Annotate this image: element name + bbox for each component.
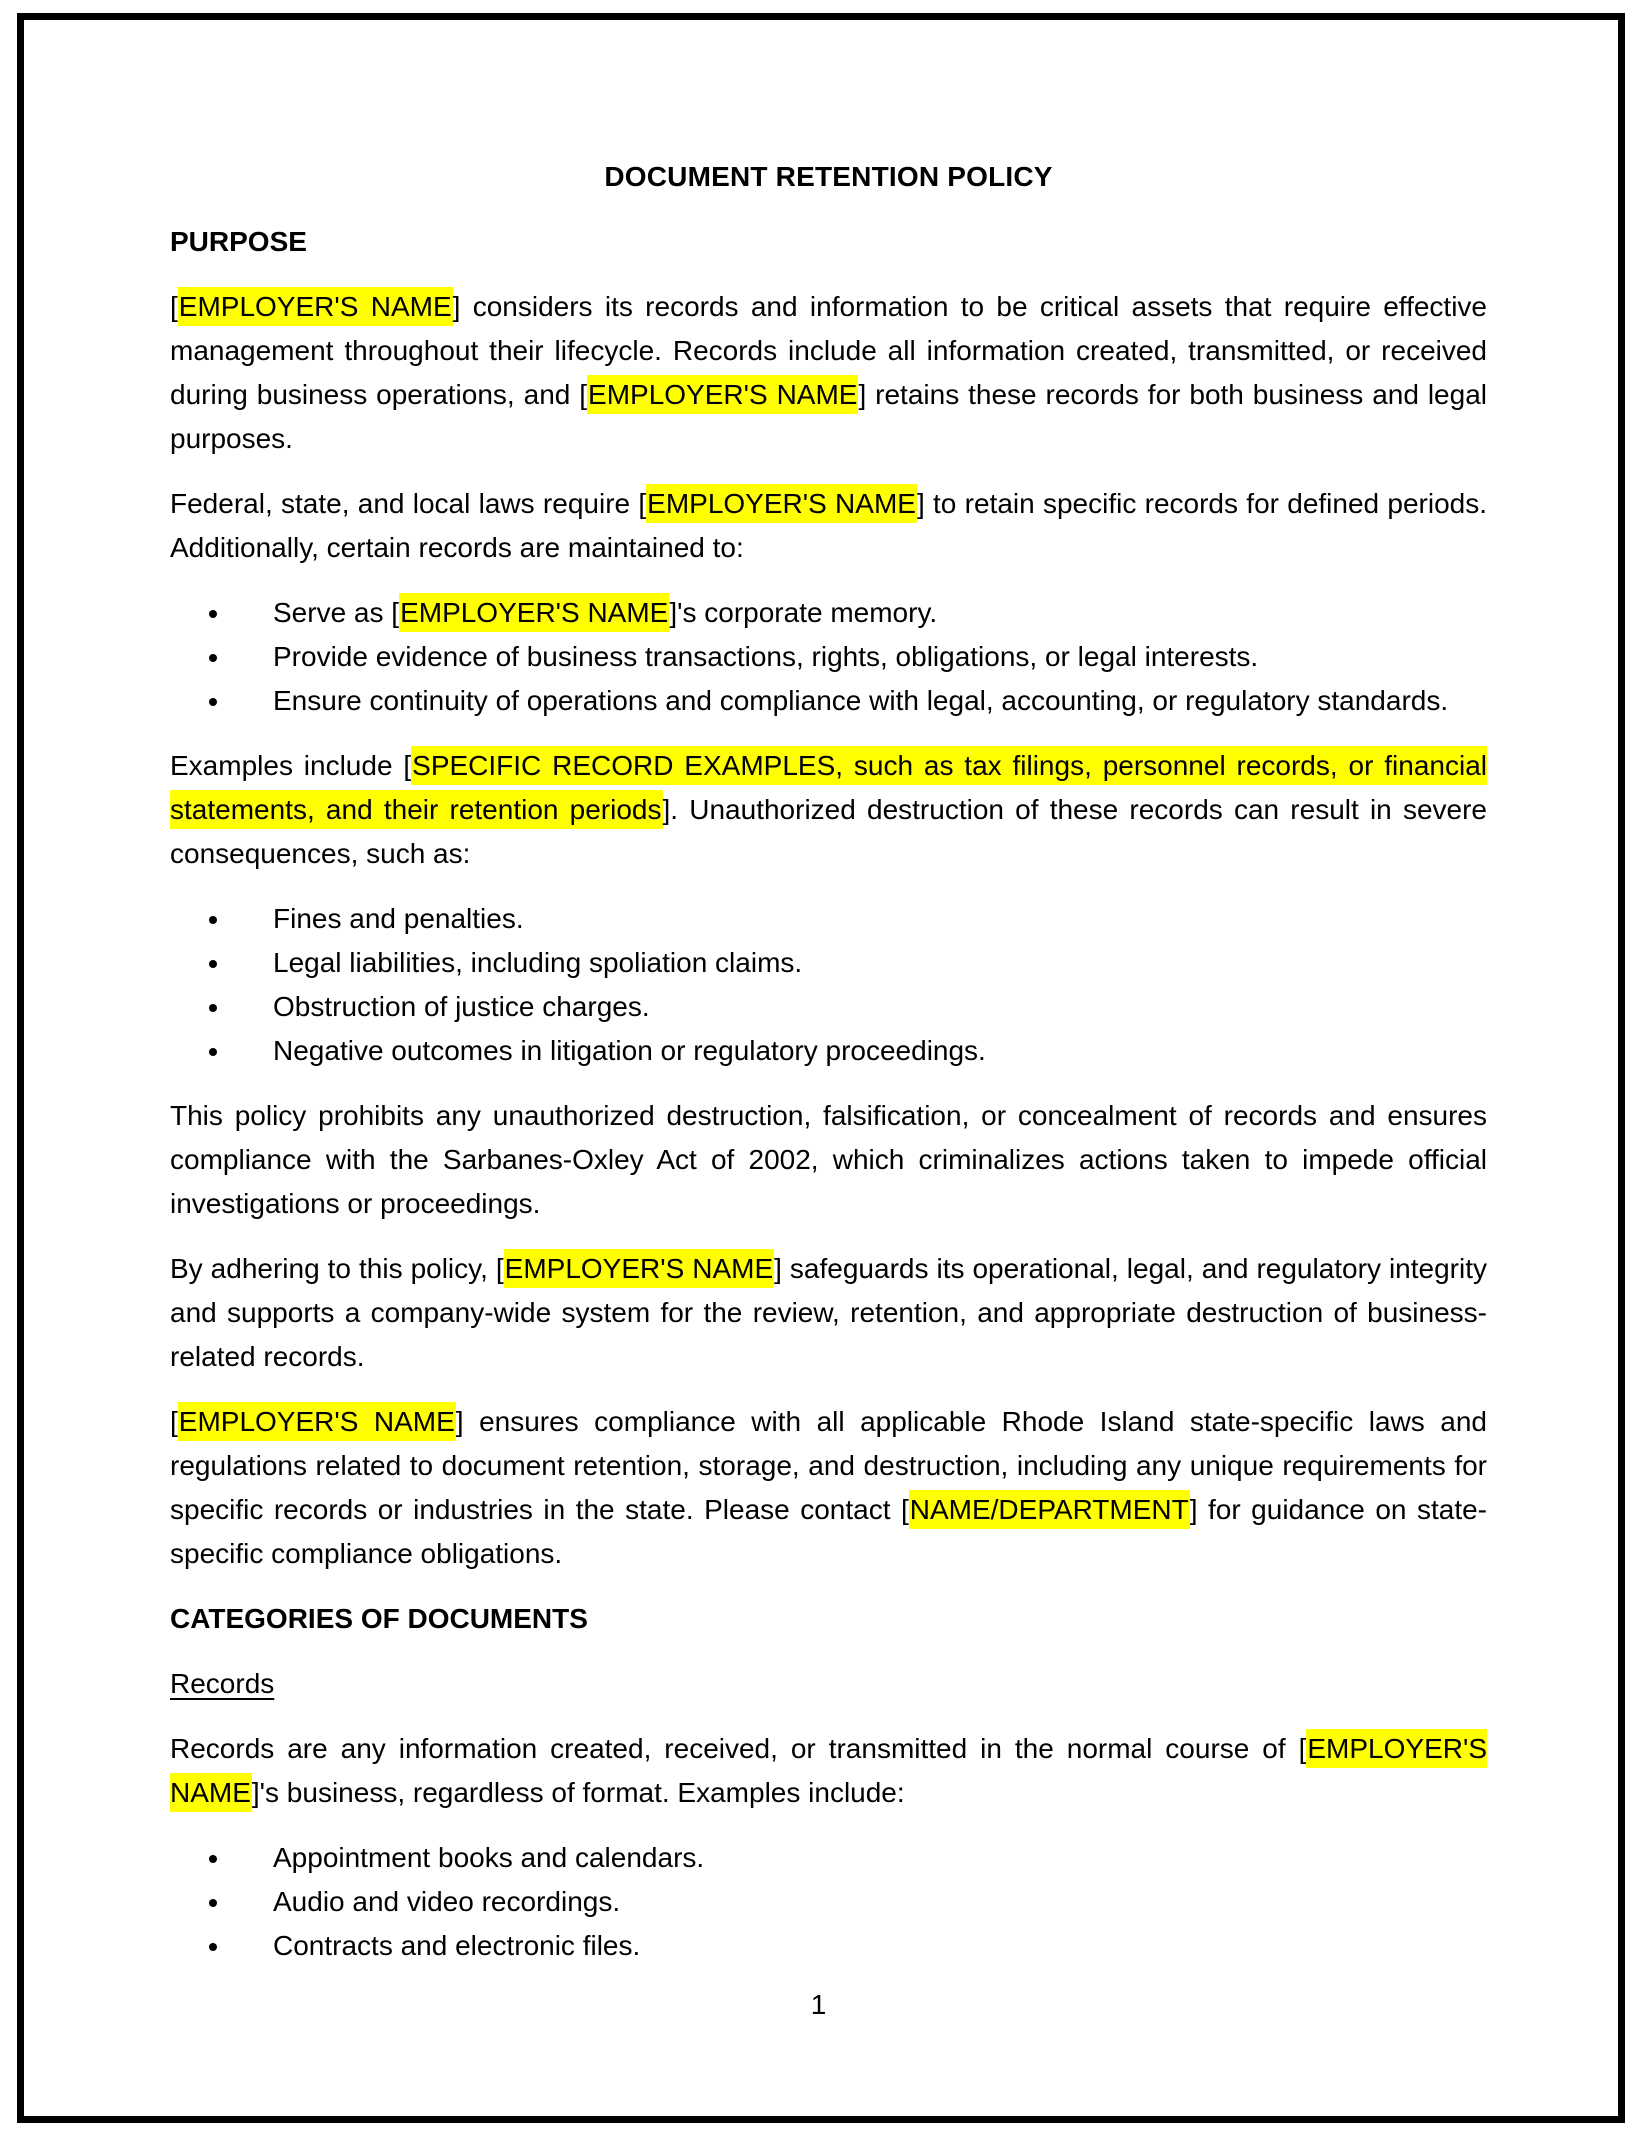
text-run: ]'s corporate memory. [669,597,938,628]
list-item [232,591,1487,635]
text-run: ] considers its records and information to be critical assets that require effective management throughout their lifecycle. Records include all information created, transmitted, or received during business operations, and [ [170,291,1488,410]
highlight-placeholder: EMPLOYER'S NAME [399,593,669,632]
section-heading: PURPOSE [170,226,307,257]
document-body [170,220,1487,1968]
highlight-placeholder: EMPLOYER'S NAME [178,1402,456,1441]
list-item [232,897,1487,941]
text-run: This policy prohibits any unauthorized destruction, falsification, or concealment of records and ensures compliance with the Sarbanes-Oxley Act of 2002, which criminalizes actions taken to impede official investigations or proceedings. [170,1100,1487,1219]
highlight-placeholder: EMPLOYER'S NAME [646,484,917,523]
text-run: [ [170,1406,178,1437]
text-run: By adhering to this policy, [ [170,1253,504,1284]
list-item [232,1029,1487,1073]
text-run: Fines and penalties. [273,903,524,934]
paragraph [170,744,1487,876]
highlight-placeholder: EMPLOYER'S NAME [170,1729,1487,1812]
paragraph [170,1400,1487,1576]
text-run: ] safeguards its operational, legal, and regulatory integrity and supports a company-wide system for the review, retention, and appropriate destruction of business-related records. [170,1253,1487,1372]
bullet-list [170,1836,1487,1968]
text-run: Contracts and electronic files. [273,1930,641,1961]
text-run: Obstruction of justice charges. [273,991,650,1022]
highlight-placeholder: EMPLOYER'S NAME [178,287,453,326]
highlight-placeholder: EMPLOYER'S NAME [587,375,858,414]
text-run: Federal, state, and local laws require [ [170,488,647,519]
bullet-list [170,591,1487,723]
doc-title: DOCUMENT RETENTION POLICY [604,161,1053,192]
section-heading: CATEGORIES OF DOCUMENTS [170,1603,588,1634]
text-run: Serve as [ [273,597,400,628]
text-run: ]. Unauthorized destruction of these records can result in severe consequences, such as: [170,794,1487,869]
highlight-placeholder: NAME/DEPARTMENT [909,1490,1190,1529]
list-item [232,1836,1487,1880]
text-run: Appointment books and calendars. [273,1842,705,1873]
text-run: Ensure continuity of operations and compliance with legal, accounting, or regulatory standards. [273,685,1449,716]
bullet-list [170,897,1487,1073]
list-item [232,635,1487,679]
text-run: Negative outcomes in litigation or regulatory proceedings. [273,1035,986,1066]
list-item [232,985,1487,1029]
document-page [170,155,1487,1989]
paragraph [170,285,1487,461]
text-run: [ [170,291,178,322]
text-run: Audio and video recordings. [273,1886,621,1917]
text-run: ] retains these records for both business and legal purposes. [170,379,1487,454]
paragraph [170,1094,1487,1226]
list-item [232,679,1487,723]
page-number: 1 [810,1989,827,2020]
text-run: ] to retain specific records for defined periods. Additionally, certain records are maintained to: [170,488,1488,563]
list-item [232,1880,1487,1924]
text-run: ] for guidance on state-specific compliance obligations. [170,1494,1487,1569]
text-run: ] ensures compliance with all applicable Rhode Island state-specific laws and regulations related to document retention, storage, and destruction, including any unique requirements for specific records or industries in the state. Please contact [ [170,1406,1487,1525]
list-item [232,1924,1487,1968]
text-run: Records are any information created, received, or transmitted in the normal course of [ [170,1733,1307,1764]
highlight-placeholder: EMPLOYER'S NAME [504,1249,775,1288]
text-run: Legal liabilities, including spoliation claims. [273,947,803,978]
highlight-placeholder: SPECIFIC RECORD EXAMPLES, such as tax filings, personnel records, or financial statements, and their retention periods [170,746,1487,829]
paragraph [170,1247,1487,1379]
text-run: ]'s business, regardless of format. Examples include: [251,1777,905,1808]
text-run: Examples include [ [170,750,412,781]
text-run: Provide evidence of business transactions, rights, obligations, or legal interests. [273,641,1259,672]
paragraph [170,482,1487,570]
sub-heading: Records [170,1668,275,1699]
paragraph [170,1727,1487,1815]
list-item [232,941,1487,985]
